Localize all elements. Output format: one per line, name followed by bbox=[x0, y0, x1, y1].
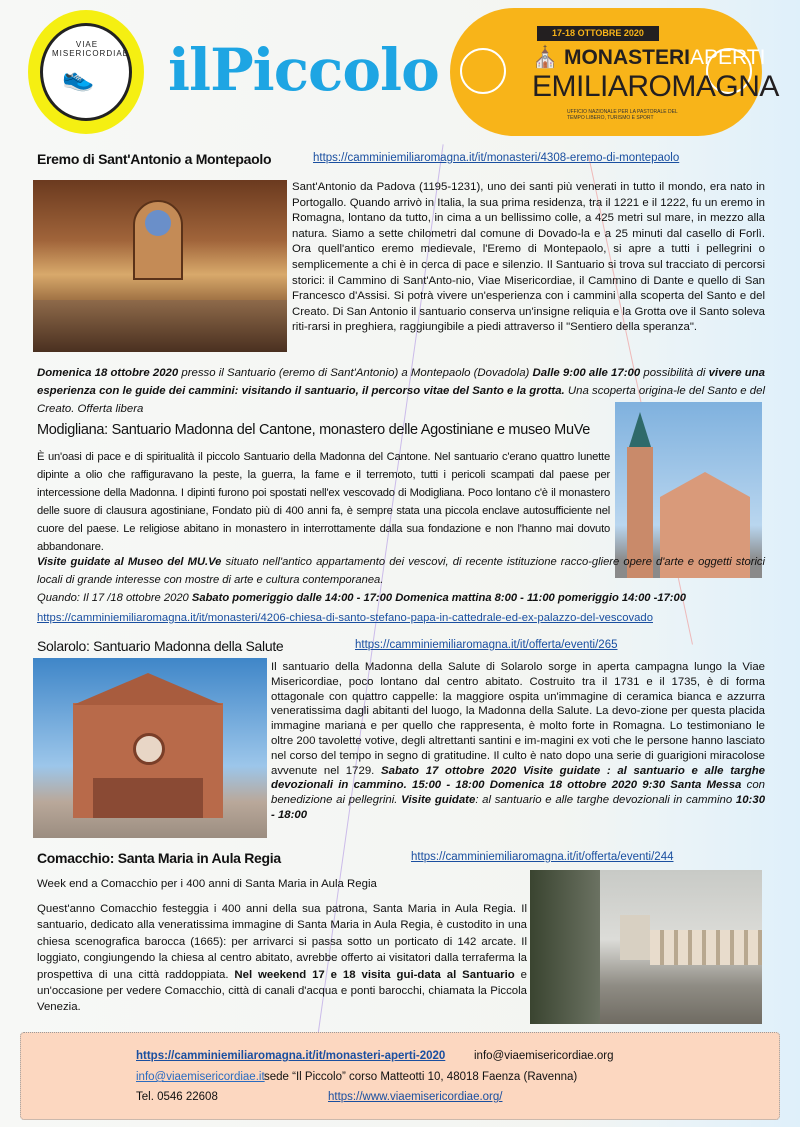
section-title-montepaolo: Eremo di Sant'Antonio a Montepaolo bbox=[37, 151, 272, 167]
comacchio-body bbox=[37, 901, 527, 1016]
event-sponsor: UFFICIO NAZIONALE PER LA PASTORALE DEL TEMPO LIBERO, TURISMO E SPORT bbox=[567, 109, 678, 121]
footer-email-it[interactable]: info@viaemisericordiae.it bbox=[136, 1071, 265, 1083]
logo-text: VIAE MISERICORDIAE bbox=[52, 40, 130, 58]
link-modigliana[interactable]: https://camminiemiliaromagna.it/it/monasteri/4206-chiesa-di-santo-stefano-papa-in-cattedrale-ed-ex-palazzo-del-vescovado bbox=[37, 612, 653, 624]
shoes-icon: 👟 bbox=[62, 62, 95, 92]
event-hours: Dalle 9:00 alle 17:00 bbox=[532, 367, 641, 379]
event-region: EMILIAROMAGNA bbox=[532, 70, 779, 103]
event-note: Una scoperta origina-le del Santo e del Creato. Offerta libera bbox=[37, 385, 765, 415]
church-interior-photo bbox=[33, 180, 287, 352]
newsletter-title: ilPiccolo bbox=[168, 36, 439, 104]
section-title-modigliana: Modigliana: Santuario Madonna del Cantone, monastero delle Agostiniane e museo MuVe bbox=[37, 422, 591, 438]
modigliana-event bbox=[37, 553, 765, 607]
badge-circle-left bbox=[460, 48, 506, 94]
event-text: possibilità di bbox=[643, 367, 706, 379]
event-place: presso il Santuario (eremo di Sant'Antonio) a Montepaolo (Dovadola) bbox=[181, 367, 530, 379]
footer-address: sede “Il Piccolo” corso Matteotti 10, 48018 Faenza (Ravenna) bbox=[264, 1071, 578, 1083]
comacchio-event: Nel weekend 17 e 18 visita gui-data al Santuario bbox=[234, 968, 515, 981]
comacchio-text-end: e un'occasione per vedere Comacchio, città di canali d'acqua e ponti barocchi, chiamata la Piccola Venezia. bbox=[37, 968, 527, 1014]
event-date: 18 ottobre 2020 bbox=[94, 367, 179, 379]
solarolo-visits: Visite guidate bbox=[401, 794, 476, 807]
footer-phone: Tel. 0546 22608 bbox=[136, 1091, 218, 1103]
section-title-comacchio: Comacchio: Santa Maria in Aula Regia bbox=[37, 850, 281, 866]
comacchio-subtitle: Week end a Comacchio per i 400 anni di Santa Maria in Aula Regia bbox=[37, 878, 377, 890]
event-title: Visite guidate al Museo del MU.Ve bbox=[37, 556, 222, 568]
solarolo-visits-desc: : al santuario e alle targhe devozionali in cammino bbox=[475, 794, 733, 807]
modigliana-church-photo bbox=[615, 402, 762, 578]
event-date: 17-18 OTTOBRE 2020 bbox=[537, 26, 659, 41]
section-title-solarolo: Solarolo: Santuario Madonna della Salute bbox=[37, 638, 284, 654]
solarolo-text: Il santuario della Madonna della Salute di Solarolo sorge in aperta campagna lungo la Viae Misericordiae, poco lontano dal centro abitato. Costruito tra il 1731 e il 1735, è di forma ottagonale con quattro cappelle: la maggiore ospita un'immagine di ceramica bianca e azzurra veneratissima dagli abitanti del luogo, la Madonna della Salute. La devo-zione per questa placida immagine mariana e per quello che rappresenta, è molto forte in Romagna. Lo testimoniano le oltre 200 tavolette votive, degli altrettanti santini e im-magini ex voti che le persone hanno lasciato nel corso del tempo in segno di gratitudine. Il culto è nato dopo una serie di guarigioni miracolose avvenute nel 1729. bbox=[271, 661, 765, 777]
solarolo-church-photo bbox=[33, 658, 267, 838]
event-name: ⛪ MONASTERIAPERTI bbox=[532, 46, 766, 69]
modigliana-body: È un'oasi di pace e di spiritualità il piccolo Santuario della Madonna del Cantone. Nel santuario c'erano quattro lunette dipinte a olio che raffiguravano la peste, la guerra, la fame e il terremoto, tutti i pericoli scampati dal paese per intercessione della Madonna. I dipinti furono poi spostati nell'ex vescovado di Modigliana. Poco lontano c'è il monastero delle suore di clausura agostiniane, Fondato più di 400 anni fa, è sempre stata una piccola enclave autosufficiente nel cuore del paese. Le religiose abitano in monastero in interrottamente dalla sua fondazione e non l'hanno mai dovuto abbandonare. bbox=[37, 451, 610, 553]
event-day: Domenica bbox=[37, 367, 92, 379]
footer-link-monasteri[interactable]: https://camminiemiliaromagna.it/it/monasteri-aperti-2020 bbox=[136, 1050, 446, 1062]
solarolo-hours: 10:30 - 18:00 bbox=[271, 794, 766, 821]
solarolo-blessing: con benedizione ai pellegrini. bbox=[271, 779, 765, 807]
event-name-1: MONASTERI bbox=[563, 46, 690, 69]
link-montepaolo[interactable]: https://camminiemiliaromagna.it/it/monasteri/4308-eremo-di-montepaolo bbox=[313, 152, 680, 164]
comacchio-portico-photo bbox=[530, 870, 762, 1024]
event-when: Quando: Il 17 /18 ottobre 2020 bbox=[37, 592, 189, 604]
solarolo-event: Sabato 17 ottobre 2020 Visite guidate : al santuario e alle targhe devozionali in cammino. 15:00 - 18:00 Domenica 18 ottobre 2020 9:30 Santa Messa bbox=[271, 764, 766, 792]
event-desc: situato nell'antico appartamento dei vescovi, di recente istituzione racco-gliere opere d'arte e oggetti storici locali di grande interesse con mostre di arte e cultura contemporanea. bbox=[37, 556, 766, 586]
event-name-2: APERTI bbox=[689, 46, 766, 69]
montepaolo-body: Sant'Antonio da Padova (1195-1231), uno dei santi più venerati in tutto il mondo, era nato in Portogallo. Quando arrivò in Italia, la sua prima residenza, tra il 1221 e il 1222, fu un eremo in Romagna, lontano da tutto, in cima a un bellissimo colle, a 425 metri sul mare, in mezzo alla natura. Siamo a sette chilometri dal comune di Dovado-la e a 25 minuti dal casello di Forlì. Ora quell'antico eremo medievale, l'Eremo di Montepaolo, si apre a tutti i pellegrini o semplicemente a chi è in cerca di pace e silenzio. Il Santuario si trova sul tracciato di percorsi storici: il Cammino di Sant'Anto-nio, Viae Misericordiae, il Cammino di Dante e quello di San Francesco d'Assisi. Si potrà vivere un'esperienza con i cammini alla scoperta del Santo e del Creato. Di San Antonio il santuario conserva un'insigne reliquia e la Grotta ove il Santo soleva riti-rarsi in preghiera, raggiungibile a piedi attraverso il "Sentiero della speranza". bbox=[292, 181, 765, 334]
link-comacchio[interactable]: https://camminiemiliaromagna.it/it/offerta/eventi/244 bbox=[411, 851, 674, 863]
footer-website[interactable]: https://www.viaemisericordiae.org/ bbox=[328, 1091, 503, 1103]
link-solarolo[interactable]: https://camminiemiliaromagna.it/it/offerta/eventi/265 bbox=[355, 639, 618, 651]
footer-email-org: info@viaemisericordiae.org bbox=[474, 1050, 614, 1062]
event-hours: Sabato pomeriggio dalle 14:00 - 17:00 Domenica mattina 8:00 - 11:00 pomeriggio 14:00 -17:00 bbox=[191, 592, 686, 604]
comacchio-text: Quest'anno Comacchio festeggia i 400 anni della sua patrona, Santa Maria in Aula Regia. Il santuario, dedicato alla veneratissima immagine di Santa Maria in Aula Regia, è custodito in una chiesa scenografica barocca (1665): per arrivarci si passa sotto un porticato di 142 arcate. Il loggiato, congiungendo la chiesa al centro abitato, avrebbe offerto ai visitatori dalla terraferma la prospettiva di una città raddoppiata. bbox=[37, 903, 527, 981]
event-activity: vivere una esperienza con le guide dei cammini: visitando il santuario, il percorso vitae del Santo e la grotta. bbox=[37, 367, 765, 397]
solarolo-body bbox=[271, 660, 765, 823]
